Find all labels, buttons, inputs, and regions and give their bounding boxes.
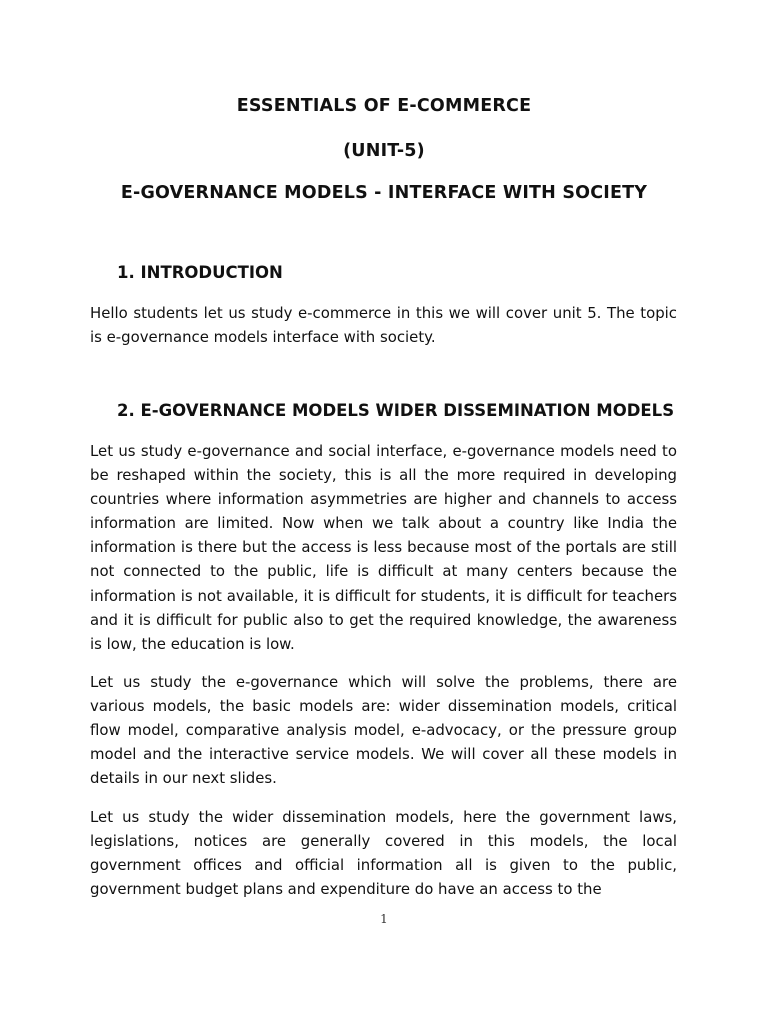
paragraph: Hello students let us study e-commerce in this we will cover unit 5. The topic is e-governance models interface with society. — [90, 304, 677, 347]
section-heading-models: 2. E-GOVERNANCE MODELS WIDER DISSEMINATION MODELS — [117, 401, 675, 420]
document-title: ESSENTIALS OF E-COMMERCE — [236, 96, 532, 116]
paragraph: Let us study the e-governance which will solve the problems, there are various models, the basic models are: wider dissemination models, critical flow model, comparative analysis model, e-advocacy, or the pressure group model and the interactive service models. We will cover all these models in details in our next slides. — [90, 673, 677, 788]
paragraph: Let us study e-governance and social interface, e-governance models need to be reshaped within the society, this is all the more required in developing countries where information asymmetries are higher and channels to access information are limited. Now when we talk about a country like India the information is there but the access is less because most of the portals are still not connected to the public, life is difficult at many centers because the information is not available, it is difficult for students, it is difficult for teachers and it is difficult for public also to get the required knowledge, the awareness is low, the education is low. — [90, 442, 677, 653]
paragraph: Let us study the wider dissemination models, here the government laws, legislations, notices are generally covered in this models, the local government offices and official information all is given to the public, government budget plans and expenditure do have an access to the — [90, 808, 677, 899]
page-number: 1 — [380, 912, 388, 926]
section-heading-introduction: 1. INTRODUCTION — [117, 263, 283, 282]
document-subtitle: E-GOVERNANCE MODELS - INTERFACE WITH SOCIETY — [120, 183, 648, 203]
unit-label: (UNIT-5) — [343, 141, 425, 161]
